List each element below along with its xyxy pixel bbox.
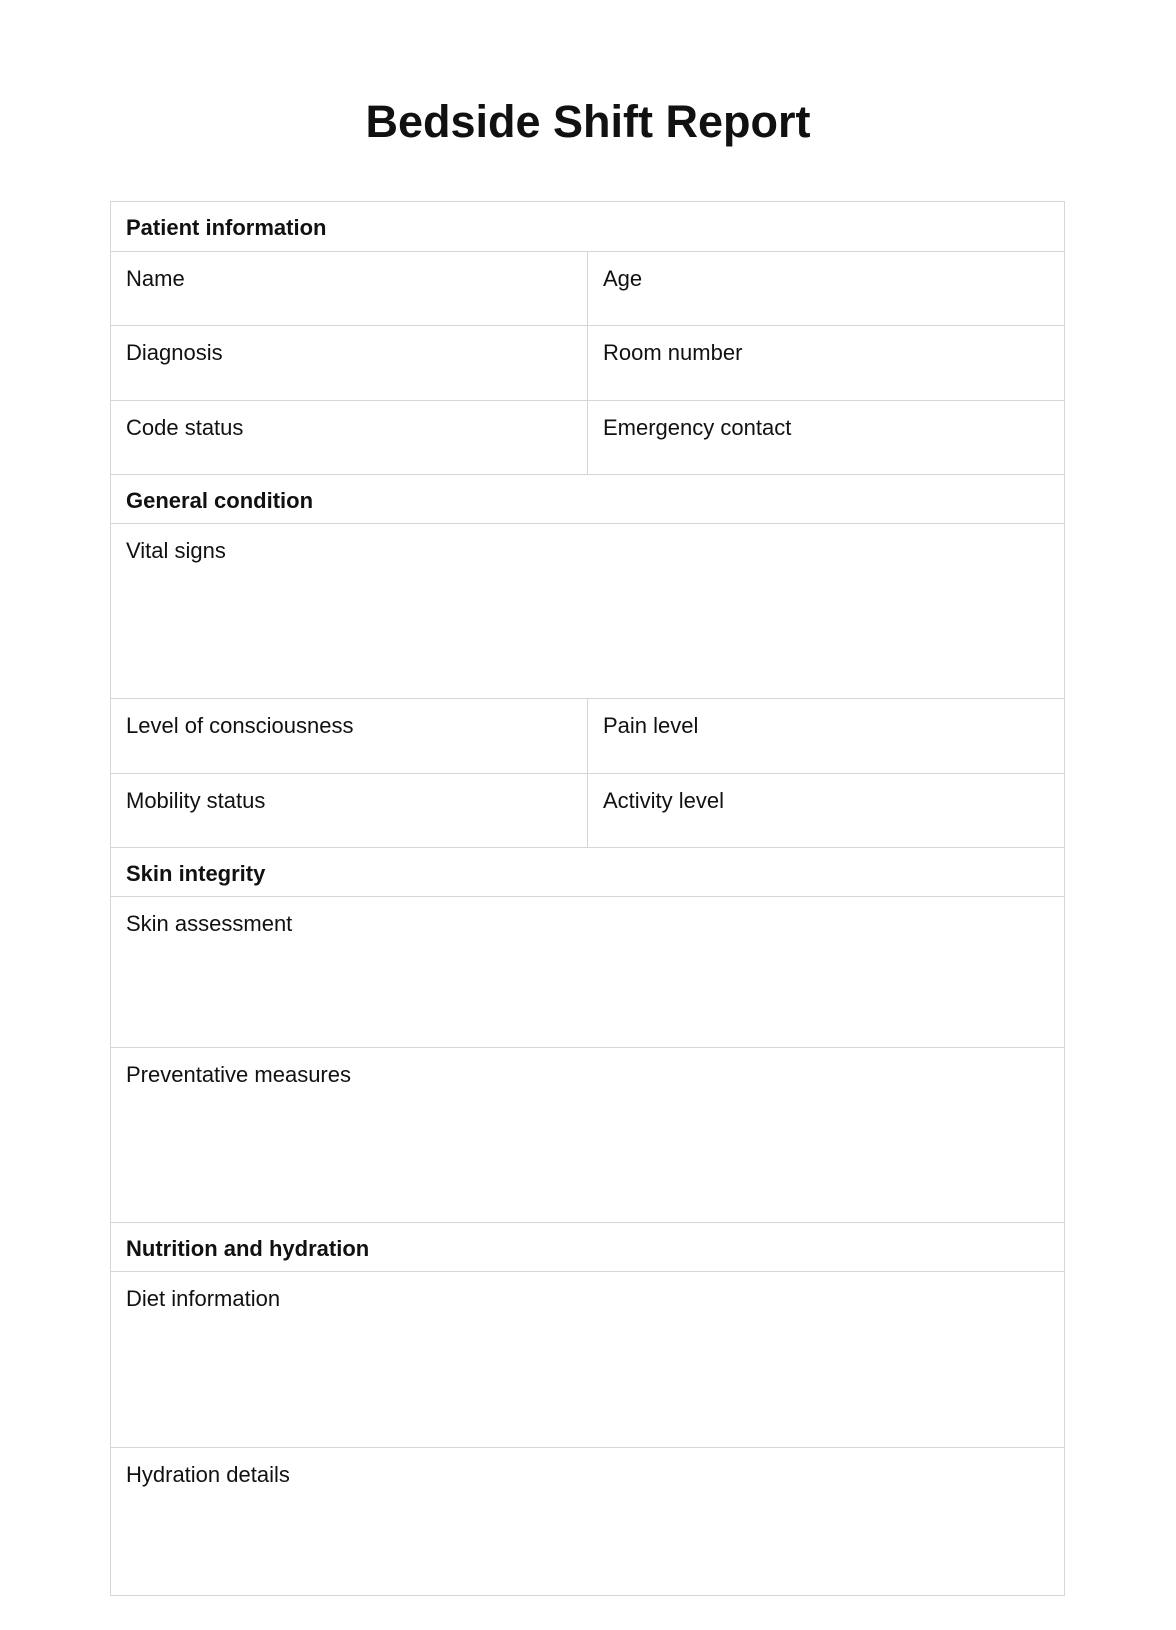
section-header-skin-integrity [111, 847, 1064, 896]
field-label: Name [126, 266, 185, 291]
mobility-status-field[interactable] [111, 774, 587, 847]
field-label: Vital signs [126, 538, 226, 563]
section-heading: General condition [126, 488, 314, 513]
activity-level-field[interactable] [587, 774, 1064, 847]
field-label: Pain level [603, 713, 699, 738]
vital-signs-field[interactable] [111, 524, 1064, 698]
field-label: Activity level [603, 788, 725, 813]
diet-information-field[interactable] [111, 1272, 1064, 1447]
preventative-measures-field[interactable] [111, 1048, 1064, 1222]
field-label: Preventative measures [126, 1062, 351, 1087]
room-number-field[interactable] [587, 326, 1064, 400]
field-label: Mobility status [126, 788, 266, 813]
field-label: Code status [126, 415, 244, 440]
name-field[interactable] [111, 252, 587, 325]
code-status-field[interactable] [111, 401, 587, 474]
form-row [111, 698, 1064, 773]
form-row [111, 523, 1064, 698]
level-of-consciousness-field[interactable] [111, 699, 587, 773]
section-heading: Patient information [126, 215, 327, 240]
age-field[interactable] [587, 252, 1064, 325]
form-row [111, 400, 1064, 474]
diagnosis-field[interactable] [111, 326, 587, 400]
form-row [111, 251, 1064, 325]
field-label: Room number [603, 340, 743, 365]
section-header-nutrition-and-hydration [111, 1222, 1064, 1271]
page-title: Bedside Shift Report [365, 96, 811, 147]
section-header-patient-information [111, 202, 1064, 251]
hydration-details-field[interactable] [111, 1448, 1064, 1595]
field-label: Skin assessment [126, 911, 293, 936]
field-label: Level of consciousness [126, 713, 354, 738]
section-heading: Nutrition and hydration [126, 1236, 370, 1261]
field-label: Emergency contact [603, 415, 792, 440]
emergency-contact-field[interactable] [587, 401, 1064, 474]
form-row [111, 1047, 1064, 1222]
section-header-general-condition [111, 474, 1064, 523]
section-heading: Skin integrity [126, 861, 266, 886]
field-label: Hydration details [126, 1462, 290, 1487]
report-form [110, 201, 1065, 1596]
form-row [111, 1271, 1064, 1447]
form-row [111, 773, 1064, 847]
field-label: Diet information [126, 1286, 281, 1311]
field-label: Diagnosis [126, 340, 223, 365]
form-row [111, 325, 1064, 400]
form-row [111, 896, 1064, 1047]
form-row [111, 1447, 1064, 1595]
skin-assessment-field[interactable] [111, 897, 1064, 1047]
field-label: Age [603, 266, 643, 291]
pain-level-field[interactable] [587, 699, 1064, 773]
